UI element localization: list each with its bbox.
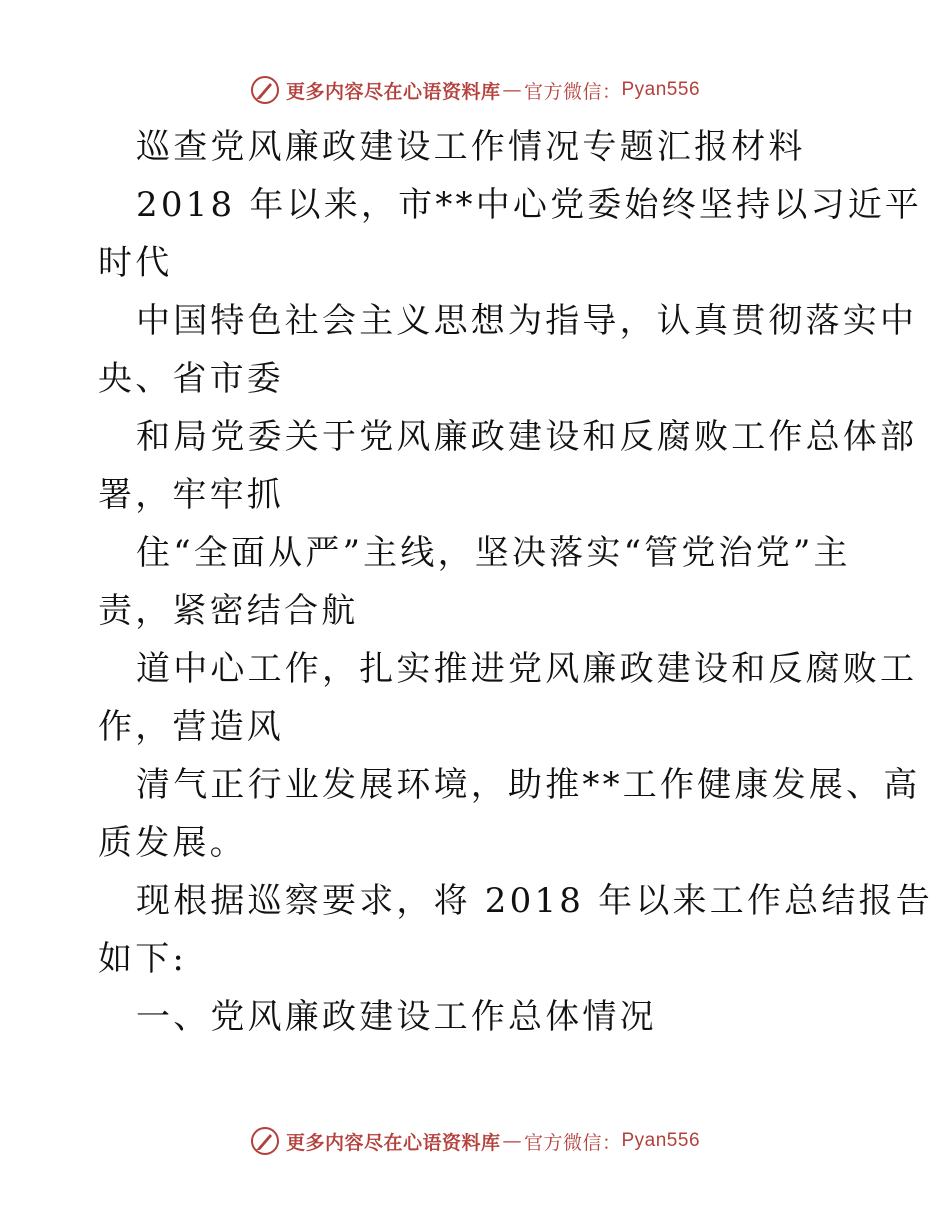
paragraph-line: 道中心工作，扎实推进党风廉政建设和反腐败工	[136, 649, 918, 689]
banner-dash: —	[502, 79, 522, 101]
document-title: 巡查党风廉政建设工作情况专题汇报材料	[136, 127, 806, 167]
paragraph-line: 如下:	[98, 939, 188, 979]
paragraph-line: 质发展。	[98, 823, 247, 863]
banner-dash: —	[502, 1130, 522, 1152]
paragraph-line: 清气正行业发展环境，助推**工作健康发展、高	[136, 765, 921, 805]
banner-wechat-label: 官方微信：	[523, 80, 622, 103]
banner-site-text: 更多内容尽在心语资料库	[285, 1131, 501, 1154]
header-watermark-banner	[0, 70, 950, 110]
quill-logo-icon	[250, 1126, 280, 1156]
paragraph-line: 作，营造风	[98, 707, 284, 747]
banner-wechat-label: 官方微信：	[523, 1131, 622, 1154]
paragraph-line: 时代	[98, 243, 173, 283]
section-heading: 一、党风廉政建设工作总体情况	[136, 997, 657, 1037]
banner-site-text: 更多内容尽在心语资料库	[285, 80, 501, 103]
paragraph-line: 署，牢牢抓	[98, 475, 284, 515]
footer-watermark-banner	[0, 1121, 950, 1161]
paragraph-line: 2018 年以来，市**中心党委始终坚持以习近平	[136, 185, 923, 225]
paragraph-line: 现根据巡察要求，将 2018 年以来工作总结报告	[136, 881, 933, 921]
paragraph-line: 央、省市委	[98, 359, 284, 399]
paragraph-line: 住“全面从严”主线，坚决落实“管党治党”主	[136, 533, 851, 573]
banner-wechat-id: Pyan556	[621, 1130, 701, 1151]
banner-wechat-id: Pyan556	[621, 79, 701, 100]
paragraph-line: 责，紧密结合航	[98, 591, 359, 631]
paragraph-line: 和局党委关于党风廉政建设和反腐败工作总体部	[136, 417, 918, 457]
paragraph-line: 中国特色社会主义思想为指导，认真贯彻落实中	[136, 301, 918, 341]
quill-logo-icon	[250, 75, 280, 105]
document-body	[98, 118, 933, 1046]
